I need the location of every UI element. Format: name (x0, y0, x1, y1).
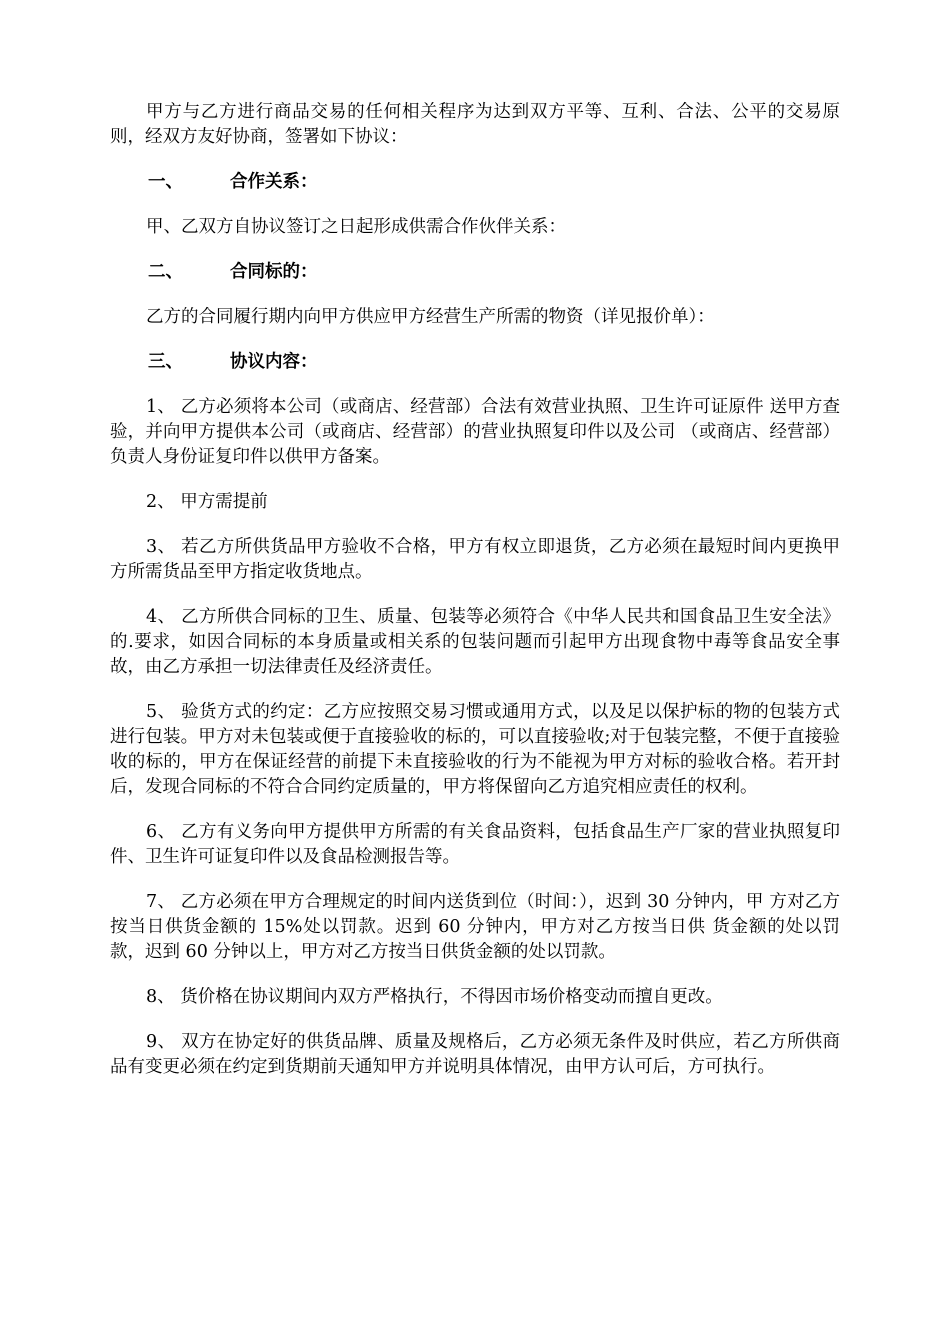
section-body-subject: 乙方的合同履行期内向甲方供应甲方经营生产所需的物资（详见报价单）： (146, 307, 715, 327)
section-title: 合同标的： (230, 262, 318, 282)
section-body-cooperation: 甲、乙双方自协议签订之日起形成供需合作伙伴关系： (146, 217, 566, 237)
section-heading-subject (110, 260, 840, 285)
section-heading-cooperation (110, 170, 840, 195)
section-number: 一、 (148, 172, 183, 192)
clause-9: 9、 双方在协定好的供货品牌、质量及规格后，乙方必须无条件及时供应，若乙方所供商品有变更必须在约定到货期前天通知甲方并说明具体情况，由甲方认可后，方可执行。 (110, 1032, 840, 1077)
document-page (110, 100, 840, 1100)
section-title: 合作关系： (230, 172, 318, 192)
clause-7: 7、 乙方必须在甲方合理规定的时间内送货到位（时间：），迟到 30 分钟内，甲 方对乙方按当日供货金额的 15%处以罚款。迟到 60 分钟内，甲方对乙方按当日供 货金额的处以罚款，迟到 60 分钟以上，甲方对乙方按当日供货金额的处以罚款。 (110, 892, 840, 962)
section-heading-content (110, 350, 840, 375)
clause-8: 8、 货价格在协议期间内双方严格执行，不得因市场价格变动而擅自更改。 (146, 987, 723, 1007)
intro-paragraph: 甲方与乙方进行商品交易的任何相关程序为达到双方平等、互利、合法、公平的交易原则，经双方友好协商，签署如下协议： (110, 102, 840, 147)
section-number: 三、 (148, 352, 183, 372)
clause-1: 1、 乙方必须将本公司（或商店、经营部）合法有效营业执照、卫生许可证原件 送甲方查验，并向甲方提供本公司（或商店、经营部）的营业执照复印件以及公司 （或商店、经营部）负责人身份证复印件以供甲方备案。 (110, 397, 840, 467)
section-title: 协议内容： (230, 352, 318, 372)
clause-2: 2、 甲方需提前 (146, 492, 268, 512)
clause-5: 5、 验货方式的约定：乙方应按照交易习惯或通用方式，以及足以保护标的物的包装方式进行包装。甲方对未包装或便于直接验收的标的，可以直接验收;对于包装完整，不便于直接验收的标的，甲方在保证经营的前提下未直接验收的行为不能视为甲方对标的验收合格。若开封后，发现合同标的不符合合同约定质量的，甲方将保留向乙方追究相应责任的权利。 (110, 702, 840, 797)
clause-3: 3、 若乙方所供货品甲方验收不合格，甲方有权立即退货，乙方必须在最短时间内更换甲方所需货品至甲方指定收货地点。 (110, 537, 840, 582)
clause-6: 6、 乙方有义务向甲方提供甲方所需的有关食品资料，包括食品生产厂家的营业执照复印件、卫生许可证复印件以及食品检测报告等。 (110, 822, 840, 867)
section-number: 二、 (148, 262, 183, 282)
clause-4: 4、 乙方所供合同标的卫生、质量、包装等必须符合《中华人民共和国食品卫生安全法》的.要求，如因合同标的本身质量或相关系的包装问题而引起甲方出现食物中毒等食品安全事故，由乙方承担一切法律责任及经济责任。 (110, 607, 840, 677)
